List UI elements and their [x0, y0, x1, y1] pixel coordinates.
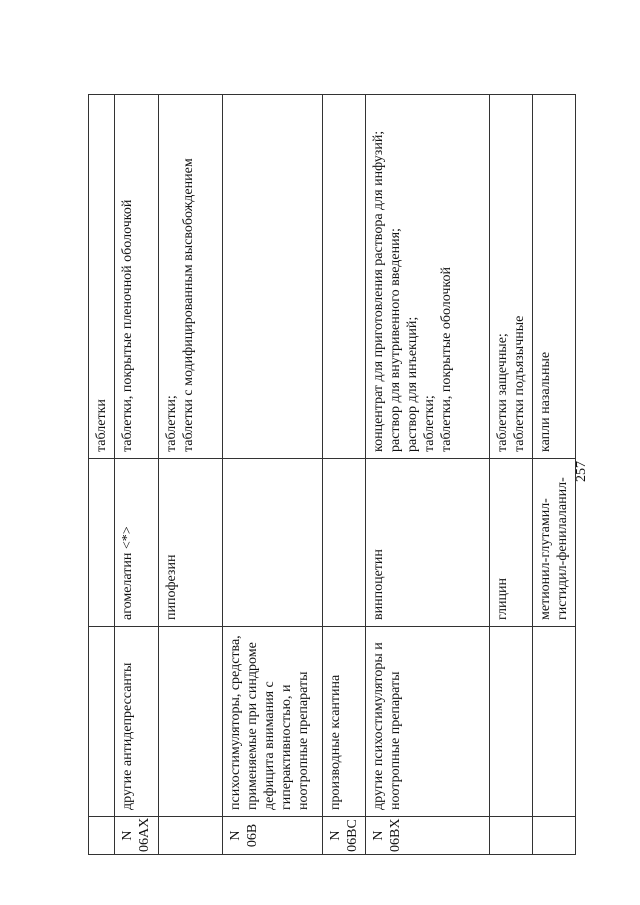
table-row: [533, 95, 576, 855]
table-row: [115, 95, 159, 855]
drug-name-cell: [323, 459, 366, 627]
group-cell: [89, 627, 115, 817]
page-number: 257: [574, 461, 589, 483]
dosage-form-line: таблетки защечные;: [495, 333, 510, 452]
drug-name-cell: [223, 459, 323, 627]
dosage-form-cell: капли назальные: [533, 95, 576, 459]
drug-table: [88, 94, 576, 855]
group-cell: психостимуляторы, средства, применяемые при синдроме дефицита внимания с гиперактивностью, и ноотропные препараты: [223, 627, 323, 817]
dosage-form-cell: [323, 95, 366, 459]
dosage-form-line: раствор для инъекций;: [405, 316, 420, 452]
atc-code-cell: [159, 817, 223, 855]
drug-name-cell: глицин: [490, 459, 533, 627]
table-row: [366, 95, 490, 855]
atc-code-cell: N 06B: [223, 817, 323, 855]
group-cell: другие антидепрессанты: [115, 627, 159, 817]
table-row: [223, 95, 323, 855]
dosage-form-line: таблетки;: [164, 395, 179, 452]
dosage-form-cell: [366, 95, 490, 459]
dosage-form-line: таблетки, покрытые оболочкой: [439, 266, 454, 452]
drug-name-cell: пипофезин: [159, 459, 223, 627]
table-row: [323, 95, 366, 855]
atc-code-cell: [490, 817, 533, 855]
drug-name-cell: метионил-глутамил-гистидил-фенилаланил-: [533, 459, 576, 627]
dosage-form-line: раствор для внутривенного введения;: [388, 228, 403, 452]
drug-name-cell: винпоцетин: [366, 459, 490, 627]
group-cell: [490, 627, 533, 817]
drug-name-cell: [89, 459, 115, 627]
dosage-form-cell: таблетки: [89, 95, 115, 459]
group-cell: производные ксантина: [323, 627, 366, 817]
atc-code-cell: N 06BX: [366, 817, 490, 855]
dosage-form-cell: [490, 95, 533, 459]
table-row: [159, 95, 223, 855]
atc-code-cell: N 06BC: [323, 817, 366, 855]
atc-code-cell: N 06AX: [115, 817, 159, 855]
group-cell: другие психостимуляторы и ноотропные препараты: [366, 627, 490, 817]
dosage-form-line: таблетки подъязычные: [512, 315, 527, 452]
group-cell: [533, 627, 576, 817]
table-row: [89, 95, 115, 855]
dosage-form-line: концентрат для приготовления раствора для инфузий;: [371, 130, 386, 452]
dosage-form-cell: таблетки, покрытые пленочной оболочкой: [115, 95, 159, 459]
atc-code-cell: [89, 817, 115, 855]
rotated-table-container: [88, 95, 570, 855]
dosage-form-line: таблетки;: [422, 395, 437, 452]
drug-name-cell: агомелатин <*>: [115, 459, 159, 627]
dosage-form-cell: [223, 95, 323, 459]
atc-code-cell: [533, 817, 576, 855]
dosage-form-line: таблетки с модифицированным высвобождением: [181, 158, 196, 452]
group-cell: [159, 627, 223, 817]
dosage-form-cell: [159, 95, 223, 459]
table-row: [490, 95, 533, 855]
